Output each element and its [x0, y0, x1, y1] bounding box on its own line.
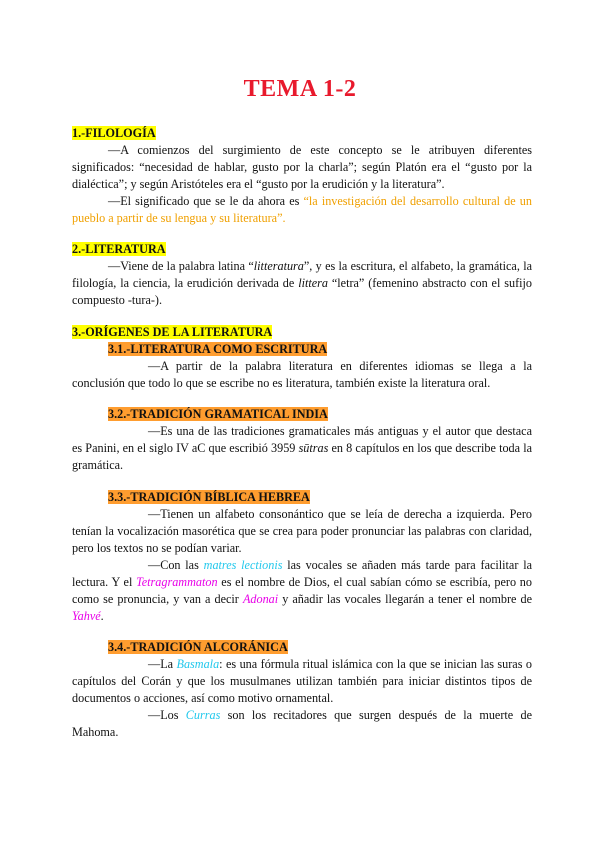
term-adonai: Adonai: [242, 592, 279, 606]
subsection-heading-hebrea: 3.3.-TRADICIÓN BÍBLICA HEBREA: [108, 490, 310, 504]
paragraph-text: —El significado que se le da ahora es: [108, 194, 304, 208]
subsection-hebrea: [72, 489, 532, 625]
paragraph-text: son los recitadores que surgen después de la muerte de Mahoma.: [72, 708, 532, 739]
subsection-heading-alcoranica: 3.4.-TRADICIÓN ALCORÁNICA: [108, 640, 288, 654]
paragraph-text: —A comienzos del surgimiento de este concepto se le atribuyen diferentes significados: “necesidad de hablar, gusto por la charla”; según Platón era el “gusto por la dialéctica”; y según Aristóteles era el “gusto por la erudición y la literatura”.: [72, 143, 532, 191]
latin-term: litteratura: [253, 259, 304, 273]
paragraph-text: las vocales se añaden más tarde para facilitar la lectura. Y el: [72, 558, 532, 589]
sanskrit-term: sūtras: [298, 441, 329, 455]
subsection-heading-escritura: 3.1.-LITERATURA COMO ESCRITURA: [108, 342, 328, 356]
paragraph-text: —Es una de las tradiciones gramaticales más antiguas y el autor que destaca es Panini, en el siglo IV aC que escribió 3959: [72, 424, 532, 455]
term-yahve: Yahvé: [72, 609, 101, 623]
paragraph: [72, 258, 532, 309]
section-origenes: [72, 324, 532, 392]
highlighted-definition: “la investigación del desarrollo cultural de un pueblo a partir de su lengua y su literatura”.: [72, 194, 532, 225]
paragraph: [72, 423, 532, 474]
paragraph: [72, 358, 532, 392]
paragraph-text: —A partir de la palabra literatura en diferentes idiomas se llega a la conclusión que todo lo que se escribe no es literatura, también existe la literatura oral.: [72, 359, 532, 390]
term-matres-lectionis: matres lectionis: [203, 558, 283, 572]
paragraph-text: “letra” (femenino abstracto con el sufijo compuesto -tura-).: [72, 276, 533, 307]
term-curras: Curras: [185, 708, 221, 722]
paragraph: [72, 193, 532, 227]
section-heading-origenes: 3.-ORÍGENES DE LA LITERATURA: [72, 325, 273, 339]
term-tetragrammaton: Tetragrammaton: [136, 575, 218, 589]
term-basmala: Basmala: [176, 657, 220, 671]
paragraph-text: y añadir las vocales llegarán a tener el nombre de: [278, 592, 532, 606]
paragraph: [72, 557, 532, 625]
paragraph: [72, 142, 532, 193]
paragraph-text: —Con las: [148, 558, 204, 572]
paragraph-text: ”, y es la escritura, el alfabeto, la gramática, la filología, la ciencia, la erudición derivada de: [72, 259, 532, 290]
paragraph-text: —Viene de la palabra latina “: [108, 259, 254, 273]
paragraph-text: es el nombre de Dios, el cual sabían cómo se escribía, pero no como se pronuncia, y van a decir: [72, 575, 532, 606]
subsection-heading-india: 3.2.-TRADICIÓN GRAMATICAL INDIA: [108, 407, 328, 421]
paragraph: [72, 656, 532, 707]
section-literatura: [72, 241, 532, 309]
document-title: TEMA 1-2: [243, 76, 357, 102]
paragraph: [72, 707, 532, 741]
subsection-india: [72, 406, 532, 474]
latin-term: littera: [298, 276, 328, 290]
paragraph: [72, 506, 532, 557]
section-filologia: [72, 125, 532, 227]
subsection-alcoranica: [72, 639, 532, 741]
section-heading-literatura: 2.-LITERATURA: [72, 242, 166, 256]
paragraph-text: —La: [148, 657, 177, 671]
paragraph-text: .: [100, 609, 104, 623]
section-heading-filologia: 1.-FILOLOGÍA: [72, 126, 156, 140]
paragraph-text: : es una fórmula ritual islámica con la que se inician las suras o capítulos del Corán y que los musulmanes utilizan también para iniciar distintos tipos de documentos o acciones, así como motivo ornamental.: [72, 657, 533, 705]
paragraph-text: —Tienen un alfabeto consonántico que se leía de derecha a izquierda. Pero tenían la vocalización masorética que se crea para poder pronunciar las palabras con claridad, pero los textos no se podían variar.: [72, 507, 532, 555]
paragraph-text: en 8 capítulos en los que describe toda la gramática.: [72, 441, 533, 472]
paragraph-text: —Los: [148, 708, 186, 722]
